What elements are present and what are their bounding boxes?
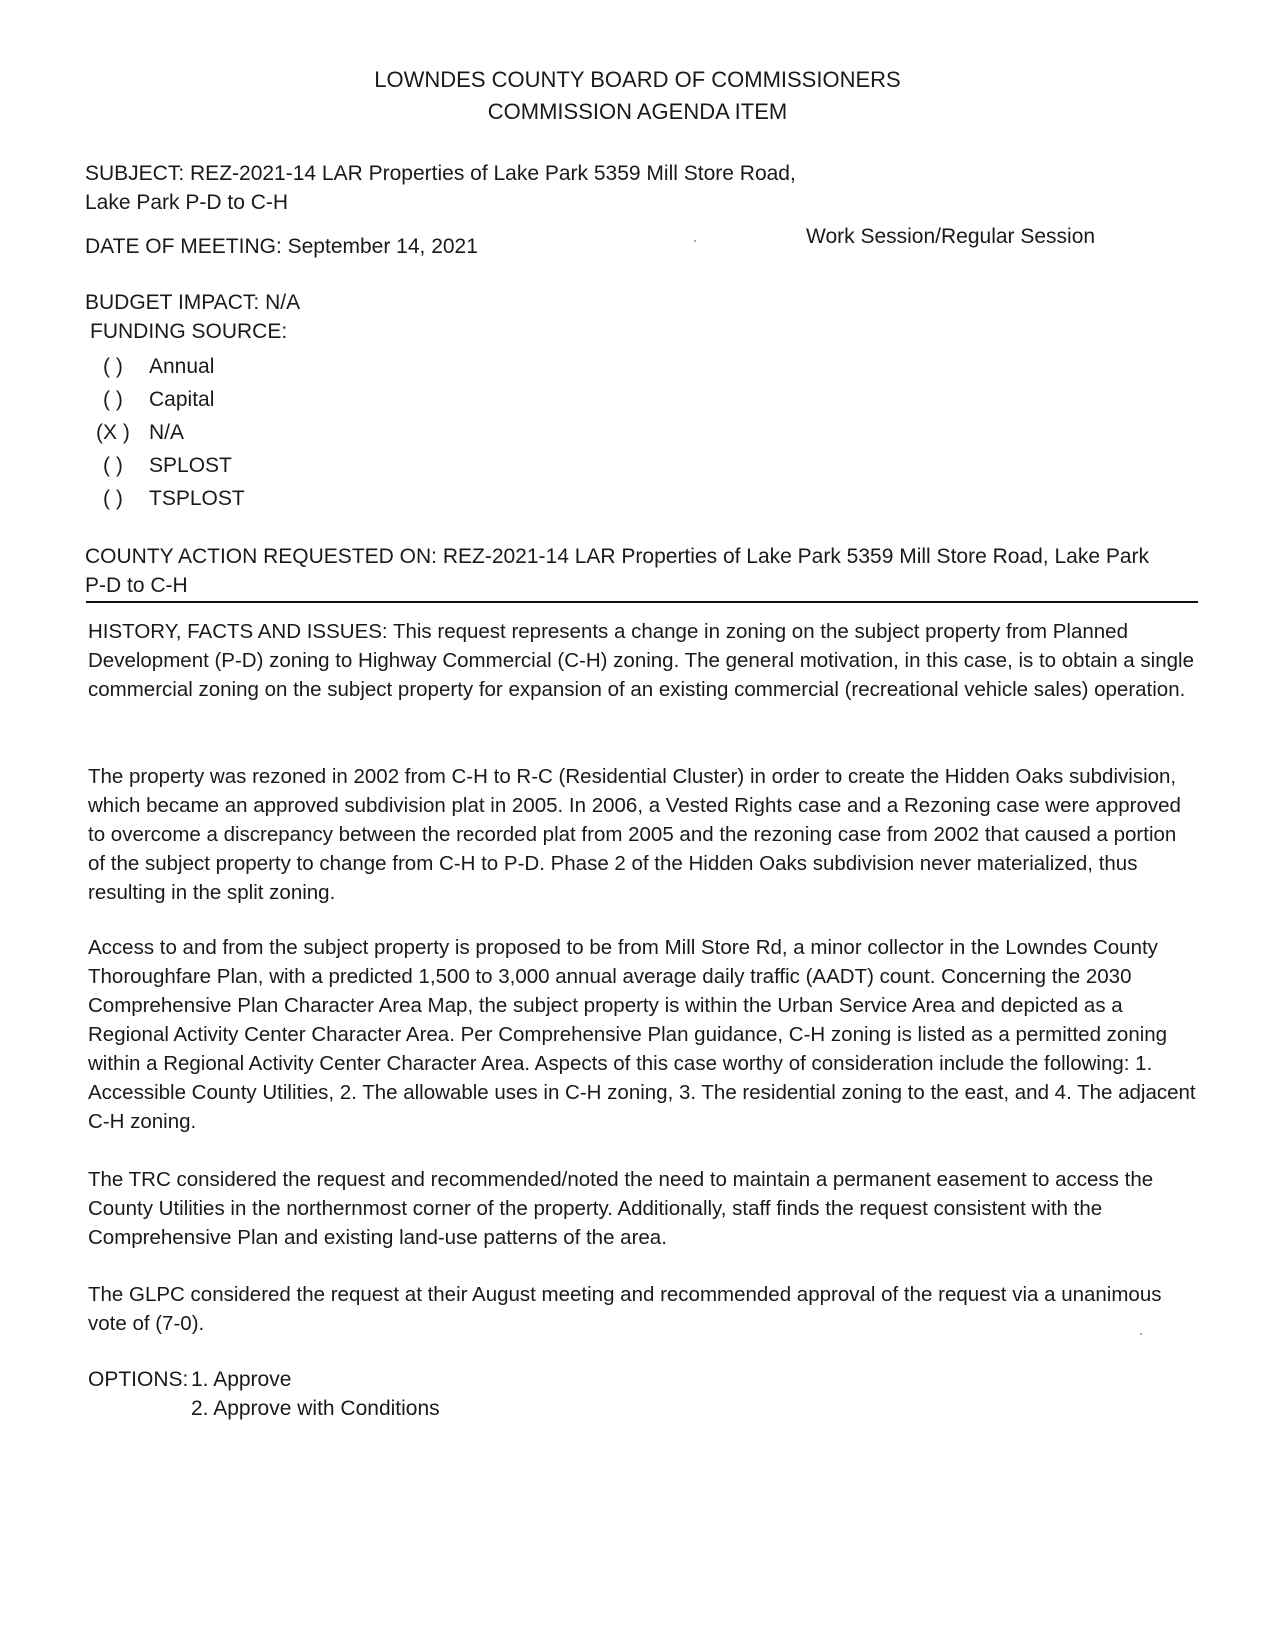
funding-option-mark: ( ) (103, 454, 123, 477)
history-paragraph-1: HISTORY, FACTS AND ISSUES: This request represents a change in zoning on the subject property from Planned Development (P-D) zoning to Highway Commercial (C-H) zoning. The general motivation, in this case, is to obtain a single commercial zoning on the subject property for expansion of an existing commercial (recreational vehicle sales) operation. (88, 620, 1194, 701)
funding-option-label: Annual (149, 355, 215, 378)
funding-option-label: SPLOST (149, 454, 232, 477)
budget-impact: BUDGET IMPACT: N/A (85, 291, 301, 314)
subject-line-2: Lake Park P-D to C-H (85, 191, 289, 214)
funding-option-mark: (X ) (96, 421, 130, 444)
meeting-date: DATE OF MEETING: September 14, 2021 (85, 235, 478, 258)
scan-speck (694, 240, 696, 242)
action-requested-line-2: P-D to C-H (85, 574, 188, 597)
header-item-title: COMMISSION AGENDA ITEM (487, 99, 788, 124)
funding-option-mark: ( ) (103, 487, 123, 510)
scan-speck (1140, 1333, 1142, 1335)
header-board-name: LOWNDES COUNTY BOARD OF COMMISSIONERS (374, 67, 901, 92)
funding-source-label: FUNDING SOURCE: (90, 320, 288, 343)
funding-option-mark: ( ) (103, 388, 123, 411)
subject-line-1: SUBJECT: REZ-2021-14 LAR Properties of Lake Park 5359 Mill Store Road, (85, 162, 796, 185)
section-divider (86, 601, 1198, 603)
funding-option-label: TSPLOST (149, 487, 245, 510)
option-item: 1. Approve (191, 1368, 292, 1391)
history-paragraph-2: The property was rezoned in 2002 from C-H to R-C (Residential Cluster) in order to create the Hidden Oaks subdivision, which became an approved subdivision plat in 2005. In 2006, a Vested Rights case and a Rezoning case were approved to overcome a discrepancy between the recorded plat from 2005 and the rezoning case from 2002 that caused a portion of the subject property to change from C-H to P-D. Phase 2 of the Hidden Oaks subdivision never materialized, thus resulting in the split zoning. (88, 765, 1181, 904)
option-item: 2. Approve with Conditions (191, 1397, 440, 1420)
funding-option-label: Capital (149, 388, 215, 411)
funding-option-label: N/A (149, 421, 185, 444)
action-requested-line-1: COUNTY ACTION REQUESTED ON: REZ-2021-14 LAR Properties of Lake Park 5359 Mill Store Road, Lake Park (85, 545, 1150, 568)
history-paragraph-5: The GLPC considered the request at their August meeting and recommended approval of the request via a unanimous vote of (7-0). (88, 1283, 1162, 1335)
session-type: Work Session/Regular Session (806, 225, 1096, 248)
options-label: OPTIONS: (88, 1368, 189, 1391)
funding-option-mark: ( ) (103, 355, 123, 378)
history-paragraph-3: Access to and from the subject property is proposed to be from Mill Store Rd, a minor collector in the Lowndes County Thoroughfare Plan, with a predicted 1,500 to 3,000 annual average daily traffic (AADT) count. Concerning the 2030 Comprehensive Plan Character Area Map, the subject property is within the Urban Service Area and depicted as a Regional Activity Center Character Area. Per Comprehensive Plan guidance, C-H zoning is listed as a permitted zoning within a Regional Activity Center Character Area. Aspects of this case worthy of consideration include the following: 1. Accessible County Utilities, 2. The allowable uses in C-H zoning, 3. The residential zoning to the east, and 4. The adjacent C-H zoning. (88, 936, 1196, 1133)
history-paragraph-4: The TRC considered the request and recommended/noted the need to maintain a permanent easement to access the County Utilities in the northernmost corner of the property. Additionally, staff finds the request consistent with the Comprehensive Plan and existing land-use patterns of the area. (88, 1168, 1154, 1249)
